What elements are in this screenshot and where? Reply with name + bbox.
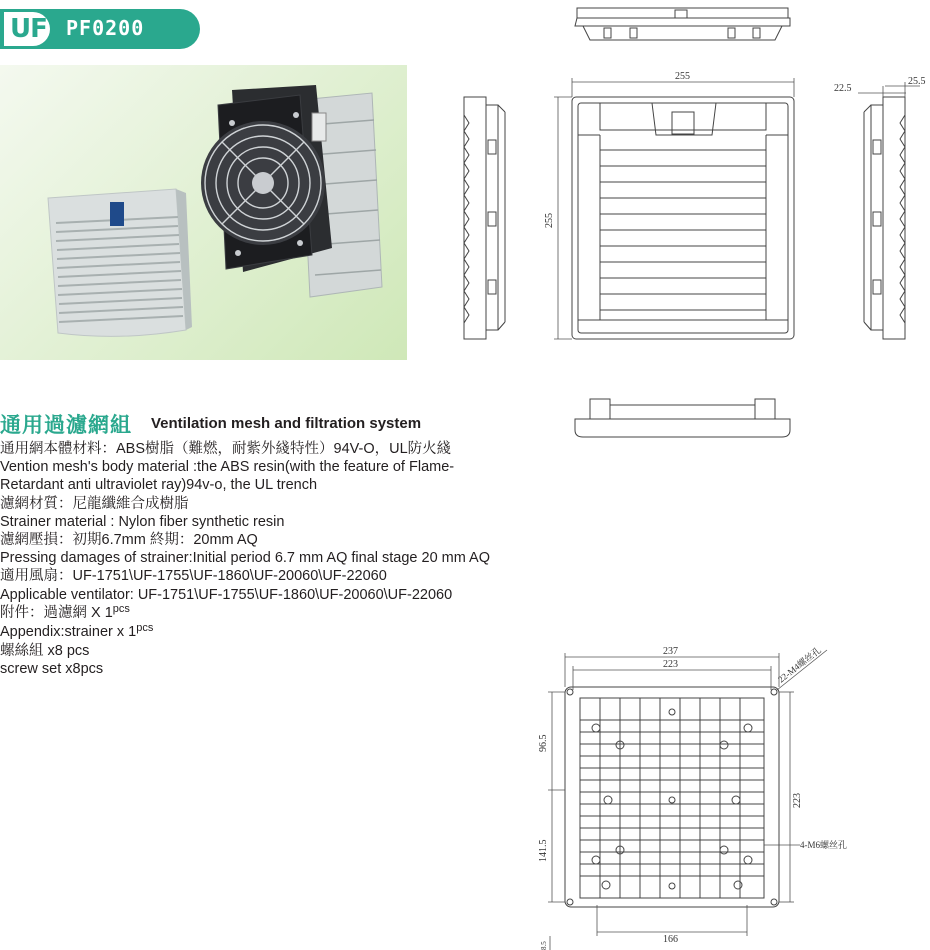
- right-side-view-drawing: [864, 97, 905, 339]
- note-m4-holes: 22-M4螺丝孔: [776, 644, 823, 685]
- note-m6-holes: 4-M6螺丝孔: [800, 840, 847, 850]
- dim-outer-width: 237: [663, 646, 678, 657]
- dim-height: 223: [792, 793, 803, 808]
- desc-line: Applicable ventilator: UF-1751\UF-1755\UF-1860\UF-20060\UF-22060: [0, 586, 453, 603]
- dim-depth-a: 22.5: [834, 83, 852, 94]
- desc-line: Vention mesh's body material :the ABS resin(with the feature of Flame-: [0, 459, 455, 476]
- desc-line: 濾網壓損：初期6.7mm 終期：20mm AQ: [0, 532, 258, 549]
- front-view-drawing: [572, 97, 794, 339]
- model-number: PF0200: [66, 16, 145, 40]
- bottom-view-drawing: [575, 399, 790, 437]
- dim-front-height: 255: [544, 213, 555, 228]
- brand-logo: UF: [4, 12, 50, 46]
- heading-chinese: 通用過濾網組: [0, 413, 132, 437]
- top-view-drawing: [575, 8, 790, 40]
- desc-line: 螺絲組 x8 pcs: [0, 643, 90, 660]
- desc-line: Pressing damages of strainer:Initial period 6.7 mm AQ final stage 20 mm AQ: [0, 550, 491, 567]
- dim-bottom: 166: [663, 934, 678, 945]
- dim-edge: 8.5: [540, 941, 548, 950]
- left-side-view-drawing: [464, 97, 505, 339]
- desc-line: Retardant anti ultraviolet ray)94v-o, the UL trench: [0, 477, 318, 494]
- dim-upper: 96.5: [538, 734, 549, 752]
- heading-english: Ventilation mesh and filtration system: [151, 415, 422, 432]
- cutout-drawing: [565, 687, 779, 907]
- desc-line: 濾網材質：尼龍纖維合成樹脂: [0, 495, 189, 512]
- description-block: [0, 440, 520, 679]
- desc-line: 通用網本體材料：ABS樹脂（難燃，耐紫外綫特性）94V-O，UL防火綫: [0, 441, 452, 457]
- dim-depth-b: 25.5: [908, 76, 926, 87]
- dim-inner-width: 223: [663, 659, 678, 670]
- desc-line: 附件：過濾網 X $1^{pcs}$: [0, 602, 130, 621]
- desc-line: 適用風扇：UF-1751\UF-1755\UF-1860\UF-20060\UF-22060: [0, 568, 387, 585]
- dim-front-width: 255: [675, 71, 690, 82]
- dim-lower: 141.5: [538, 839, 549, 862]
- desc-line: screw set x8pcs: [0, 661, 104, 678]
- desc-line: Appendix:strainer x $1^{pcs}$: [0, 622, 154, 641]
- desc-line: Strainer material : Nylon fiber synthetic resin: [0, 513, 285, 530]
